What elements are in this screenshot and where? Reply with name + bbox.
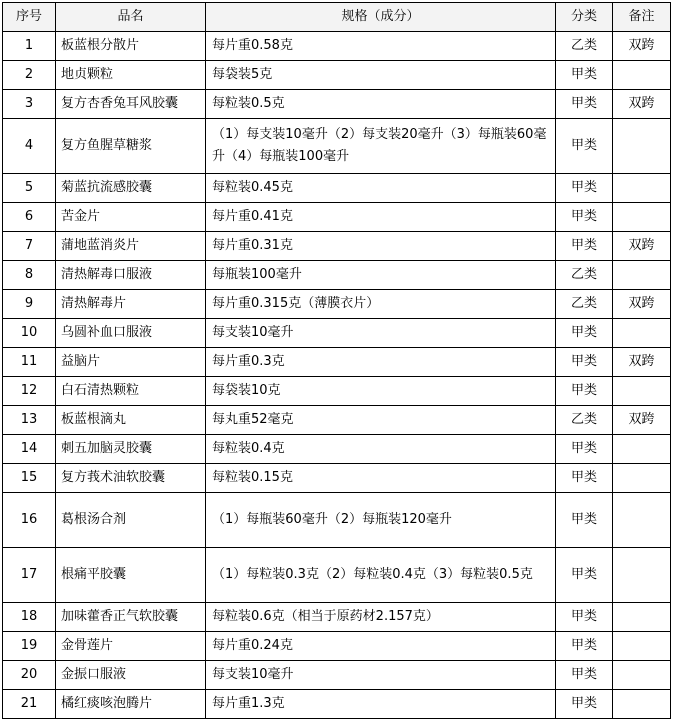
table-row	[3, 174, 671, 203]
table-row	[3, 119, 671, 174]
drug-name-cell: 根痛平胶囊	[56, 548, 206, 603]
table-body	[3, 32, 671, 719]
note-cell	[613, 603, 671, 632]
table-row	[3, 261, 671, 290]
drug-name-cell: 清热解毒片	[56, 290, 206, 319]
table-row	[3, 32, 671, 61]
drug-list-table	[2, 2, 671, 719]
table-row	[3, 377, 671, 406]
row-number-cell: 20	[3, 661, 56, 690]
spec-cell: 每丸重52毫克	[206, 406, 556, 435]
table-row	[3, 661, 671, 690]
note-cell	[613, 119, 671, 174]
table-row	[3, 290, 671, 319]
note-cell	[613, 319, 671, 348]
spec-cell: 每粒装0.15克	[206, 464, 556, 493]
note-cell	[613, 377, 671, 406]
drug-name-cell: 刺五加脑灵胶囊	[56, 435, 206, 464]
spec-cell: （1）每瓶装60毫升（2）每瓶装120毫升	[206, 493, 556, 548]
spec-cell: 每粒装0.4克	[206, 435, 556, 464]
category-cell: 甲类	[556, 203, 613, 232]
drug-name-cell: 金骨莲片	[56, 632, 206, 661]
row-number-cell: 1	[3, 32, 56, 61]
drug-name-cell: 板蓝根滴丸	[56, 406, 206, 435]
table-row	[3, 406, 671, 435]
row-number-cell: 6	[3, 203, 56, 232]
note-cell	[613, 203, 671, 232]
table-row	[3, 232, 671, 261]
drug-name-cell: 苦金片	[56, 203, 206, 232]
note-cell	[613, 61, 671, 90]
table-row	[3, 61, 671, 90]
row-number-cell: 3	[3, 90, 56, 119]
spec-cell: 每片重1.3克	[206, 690, 556, 719]
category-cell: 乙类	[556, 261, 613, 290]
row-number-cell: 11	[3, 348, 56, 377]
note-cell	[613, 464, 671, 493]
note-cell	[613, 261, 671, 290]
note-cell: 双跨	[613, 90, 671, 119]
header-note: 备注	[613, 3, 671, 32]
category-cell: 乙类	[556, 32, 613, 61]
row-number-cell: 4	[3, 119, 56, 174]
drug-name-cell: 复方杏香兔耳风胶囊	[56, 90, 206, 119]
table-row	[3, 203, 671, 232]
category-cell: 甲类	[556, 632, 613, 661]
row-number-cell: 8	[3, 261, 56, 290]
note-cell: 双跨	[613, 290, 671, 319]
drug-name-cell: 加味藿香正气软胶囊	[56, 603, 206, 632]
spec-cell: 每片重0.24克	[206, 632, 556, 661]
row-number-cell: 19	[3, 632, 56, 661]
category-cell: 甲类	[556, 435, 613, 464]
spec-cell: 每片重0.31克	[206, 232, 556, 261]
table-row	[3, 690, 671, 719]
row-number-cell: 13	[3, 406, 56, 435]
note-cell	[613, 690, 671, 719]
note-cell	[613, 661, 671, 690]
header-no: 序号	[3, 3, 56, 32]
row-number-cell: 12	[3, 377, 56, 406]
drug-name-cell: 蒲地蓝消炎片	[56, 232, 206, 261]
note-cell: 双跨	[613, 232, 671, 261]
row-number-cell: 5	[3, 174, 56, 203]
row-number-cell: 2	[3, 61, 56, 90]
row-number-cell: 9	[3, 290, 56, 319]
category-cell: 甲类	[556, 348, 613, 377]
header-category: 分类	[556, 3, 613, 32]
drug-name-cell: 复方莪术油软胶囊	[56, 464, 206, 493]
row-number-cell: 7	[3, 232, 56, 261]
category-cell: 甲类	[556, 90, 613, 119]
spec-cell: 每粒装0.45克	[206, 174, 556, 203]
drug-name-cell: 复方鱼腥草糖浆	[56, 119, 206, 174]
row-number-cell: 10	[3, 319, 56, 348]
spec-cell: 每片重0.315克（薄膜衣片）	[206, 290, 556, 319]
note-cell	[613, 435, 671, 464]
category-cell: 甲类	[556, 493, 613, 548]
drug-name-cell: 乌圆补血口服液	[56, 319, 206, 348]
note-cell	[613, 632, 671, 661]
table-row	[3, 90, 671, 119]
drug-name-cell: 地贞颗粒	[56, 61, 206, 90]
spec-cell: （1）每粒装0.3克（2）每粒装0.4克（3）每粒装0.5克	[206, 548, 556, 603]
category-cell: 甲类	[556, 464, 613, 493]
table-row	[3, 348, 671, 377]
header-name: 品名	[56, 3, 206, 32]
table-row	[3, 632, 671, 661]
category-cell: 甲类	[556, 319, 613, 348]
row-number-cell: 15	[3, 464, 56, 493]
spec-cell: 每粒装0.5克	[206, 90, 556, 119]
header-spec: 规格（成分）	[206, 3, 556, 32]
drug-name-cell: 板蓝根分散片	[56, 32, 206, 61]
spec-cell: 每支装10毫升	[206, 661, 556, 690]
spec-cell: 每袋装10克	[206, 377, 556, 406]
table-row	[3, 435, 671, 464]
category-cell: 乙类	[556, 290, 613, 319]
spec-cell: 每袋装5克	[206, 61, 556, 90]
table-row	[3, 319, 671, 348]
row-number-cell: 21	[3, 690, 56, 719]
drug-name-cell: 白石清热颗粒	[56, 377, 206, 406]
spec-cell: 每片重0.41克	[206, 203, 556, 232]
note-cell	[613, 548, 671, 603]
spec-cell: 每片重0.3克	[206, 348, 556, 377]
spec-cell: 每瓶装100毫升	[206, 261, 556, 290]
spec-cell: （1）每支装10毫升（2）每支装20毫升（3）每瓶装60毫升（4）每瓶装100毫升	[206, 119, 556, 174]
drug-name-cell: 葛根汤合剂	[56, 493, 206, 548]
note-cell: 双跨	[613, 406, 671, 435]
table-row	[3, 548, 671, 603]
category-cell: 甲类	[556, 232, 613, 261]
row-number-cell: 14	[3, 435, 56, 464]
category-cell: 甲类	[556, 377, 613, 406]
row-number-cell: 16	[3, 493, 56, 548]
category-cell: 甲类	[556, 174, 613, 203]
table-row	[3, 603, 671, 632]
note-cell: 双跨	[613, 348, 671, 377]
table-row	[3, 464, 671, 493]
row-number-cell: 18	[3, 603, 56, 632]
spec-cell: 每支装10毫升	[206, 319, 556, 348]
note-cell	[613, 174, 671, 203]
spec-cell: 每粒装0.6克（相当于原药材2.157克）	[206, 603, 556, 632]
row-number-cell: 17	[3, 548, 56, 603]
category-cell: 甲类	[556, 548, 613, 603]
category-cell: 乙类	[556, 406, 613, 435]
drug-name-cell: 菊蓝抗流感胶囊	[56, 174, 206, 203]
drug-name-cell: 益脑片	[56, 348, 206, 377]
drug-name-cell: 金振口服液	[56, 661, 206, 690]
category-cell: 甲类	[556, 661, 613, 690]
table-header-row	[3, 3, 671, 32]
spec-cell: 每片重0.58克	[206, 32, 556, 61]
table-row	[3, 493, 671, 548]
drug-name-cell: 清热解毒口服液	[56, 261, 206, 290]
category-cell: 甲类	[556, 603, 613, 632]
note-cell: 双跨	[613, 32, 671, 61]
category-cell: 甲类	[556, 61, 613, 90]
note-cell	[613, 493, 671, 548]
drug-name-cell: 橘红痰咳泡腾片	[56, 690, 206, 719]
category-cell: 甲类	[556, 119, 613, 174]
category-cell: 甲类	[556, 690, 613, 719]
